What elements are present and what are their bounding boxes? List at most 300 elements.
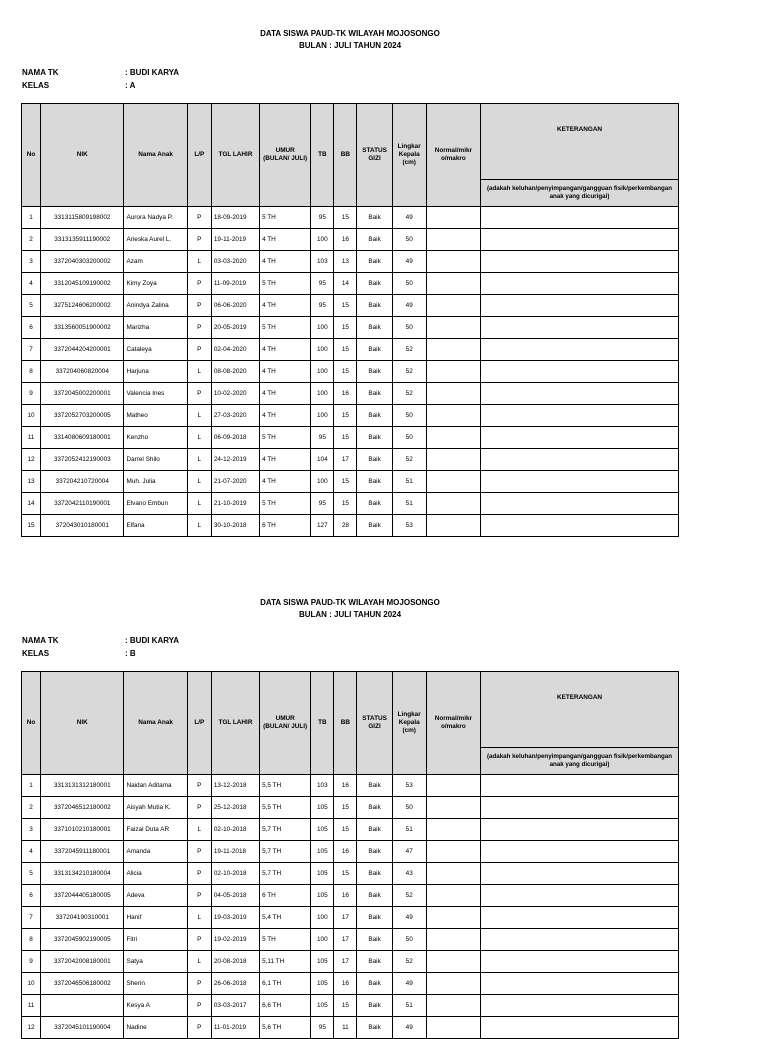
cell-umur: 6 TH (260, 885, 311, 907)
cell-ket (481, 775, 679, 797)
cell-tgl: 21-10-2019 (211, 493, 259, 515)
cell-lp: P (187, 841, 211, 863)
cell-umur: 6 TH (260, 515, 311, 537)
cell-lp: P (187, 929, 211, 951)
cell-ket (481, 863, 679, 885)
cell-nik: 3372052703200005 (41, 405, 124, 427)
cell-tb: 127 (311, 515, 334, 537)
cell-ket (481, 1017, 679, 1039)
header-nik: NIK (41, 672, 124, 775)
cell-lingkar: 50 (392, 317, 426, 339)
cell-nama: Muh. Julia (124, 471, 187, 493)
cell-ket (481, 797, 679, 819)
student-table-b (21, 671, 679, 1039)
cell-nik: 3372042008180001 (41, 951, 124, 973)
cell-nama: Kesya A (124, 995, 187, 1017)
cell-nik: 3313135911190002 (41, 229, 124, 251)
cell-umur: 5 TH (260, 493, 311, 515)
cell-lingkar: 53 (392, 775, 426, 797)
cell-ket (481, 405, 679, 427)
cell-nama: Alicia (124, 863, 187, 885)
cell-umur: 4 TH (260, 229, 311, 251)
cell-tgl: 19-11-2019 (211, 229, 259, 251)
cell-bb: 17 (334, 907, 357, 929)
cell-nik: 3313134210180004 (41, 863, 124, 885)
cell-tb: 105 (311, 863, 334, 885)
cell-ket (481, 819, 679, 841)
cell-tgl: 06-09-2018 (211, 427, 259, 449)
cell-no: 1 (22, 207, 41, 229)
cell-tb: 105 (311, 819, 334, 841)
cell-normal (426, 1017, 480, 1039)
section-b-subtitle: BULAN : JULI TAHUN 2024 (298, 610, 402, 619)
cell-lp: P (187, 339, 211, 361)
cell-lp: L (187, 493, 211, 515)
cell-status: Baik (357, 907, 392, 929)
cell-nik: 3372044204200001 (41, 339, 124, 361)
cell-nama: Kenzho (124, 427, 187, 449)
cell-tb: 105 (311, 995, 334, 1017)
cell-lp: P (187, 775, 211, 797)
cell-bb: 16 (334, 973, 357, 995)
table-row (22, 973, 679, 995)
cell-nama: Aurora Nadya P. (124, 207, 187, 229)
cell-umur: 4 TH (260, 405, 311, 427)
cell-no: 8 (22, 929, 41, 951)
cell-normal (426, 427, 480, 449)
cell-no: 3 (22, 251, 41, 273)
cell-umur: 4 TH (260, 383, 311, 405)
cell-lp: L (187, 449, 211, 471)
cell-umur: 5,7 TH (260, 841, 311, 863)
cell-normal (426, 493, 480, 515)
cell-nik: 3372052412190003 (41, 449, 124, 471)
header-nik: NIK (41, 104, 124, 207)
table-row (22, 493, 679, 515)
cell-ket (481, 951, 679, 973)
table-row (22, 295, 679, 317)
cell-nama: Matheo (124, 405, 187, 427)
cell-lingkar: 51 (392, 471, 426, 493)
cell-tgl: 03-03-2020 (211, 251, 259, 273)
cell-no: 2 (22, 797, 41, 819)
header-ket-sub: (adakah keluhan/penyimpangan/gangguan fisik/perkembangan anak yang dicurigai) (481, 180, 679, 207)
cell-lp: L (187, 951, 211, 973)
table-row (22, 427, 679, 449)
cell-lp: P (187, 295, 211, 317)
cell-tgl: 18-09-2019 (211, 207, 259, 229)
cell-lp: L (187, 471, 211, 493)
cell-nama: Adeva (124, 885, 187, 907)
cell-no: 7 (22, 339, 41, 361)
cell-nik: 3372045911180001 (41, 841, 124, 863)
cell-tb: 100 (311, 229, 334, 251)
cell-no: 13 (22, 471, 41, 493)
cell-lingkar: 50 (392, 405, 426, 427)
cell-tb: 105 (311, 951, 334, 973)
cell-nama: Kimy Zoya (124, 273, 187, 295)
cell-no: 5 (22, 863, 41, 885)
cell-status: Baik (357, 273, 392, 295)
cell-normal (426, 317, 480, 339)
cell-umur: 5 TH (260, 273, 311, 295)
cell-tb: 100 (311, 471, 334, 493)
cell-normal (426, 207, 480, 229)
cell-bb: 14 (334, 273, 357, 295)
cell-tgl: 03-03-2017 (211, 995, 259, 1017)
cell-nik: 3313560051900002 (41, 317, 124, 339)
cell-nik: 3314080609180001 (41, 427, 124, 449)
cell-status: Baik (357, 797, 392, 819)
cell-lp: P (187, 1017, 211, 1039)
cell-tgl: 08-08-2020 (211, 361, 259, 383)
cell-lp: P (187, 229, 211, 251)
cell-umur: 5,7 TH (260, 819, 311, 841)
cell-tb: 103 (311, 775, 334, 797)
cell-lingkar: 43 (392, 863, 426, 885)
table-row (22, 361, 679, 383)
cell-bb: 16 (334, 841, 357, 863)
cell-nama: Marizha (124, 317, 187, 339)
cell-umur: 4 TH (260, 295, 311, 317)
cell-bb: 15 (334, 471, 357, 493)
cell-tgl: 25-12-2018 (211, 797, 259, 819)
section-b-title: DATA SISWA PAUD-TK WILAYAH MOJOSONGO (260, 598, 440, 607)
cell-nik: 3372042110190001 (41, 493, 124, 515)
header-ket-sub: (adakah keluhan/penyimpangan/gangguan fisik/perkembangan anak yang dicurigai) (481, 748, 679, 775)
section-a-title: DATA SISWA PAUD-TK WILAYAH MOJOSONGO (260, 29, 440, 38)
cell-nik: 337204060820004 (41, 361, 124, 383)
cell-tb: 100 (311, 361, 334, 383)
meta-value: : B (125, 649, 136, 658)
cell-tb: 95 (311, 295, 334, 317)
cell-tb: 95 (311, 1017, 334, 1039)
cell-nama: Sherin (124, 973, 187, 995)
cell-nama: Anindya Zalina (124, 295, 187, 317)
cell-tgl: 19-03-2019 (211, 907, 259, 929)
cell-tb: 100 (311, 907, 334, 929)
cell-normal (426, 229, 480, 251)
cell-normal (426, 885, 480, 907)
cell-bb: 15 (334, 995, 357, 1017)
cell-umur: 5,5 TH (260, 797, 311, 819)
cell-lp: P (187, 973, 211, 995)
cell-umur: 4 TH (260, 471, 311, 493)
cell-normal (426, 339, 480, 361)
cell-lp: P (187, 797, 211, 819)
header-tb: TB (311, 104, 334, 207)
table-row (22, 1017, 679, 1039)
cell-bb: 13 (334, 251, 357, 273)
header-lingkar: Lingkar Kepala (cm) (392, 104, 426, 207)
cell-umur: 5,11 TH (260, 951, 311, 973)
table-row (22, 885, 679, 907)
cell-lingkar: 52 (392, 383, 426, 405)
table-row (22, 775, 679, 797)
cell-lp: L (187, 361, 211, 383)
table-row (22, 449, 679, 471)
cell-no: 3 (22, 819, 41, 841)
cell-bb: 28 (334, 515, 357, 537)
cell-status: Baik (357, 361, 392, 383)
cell-tgl: 10-02-2020 (211, 383, 259, 405)
cell-tb: 105 (311, 841, 334, 863)
cell-nama: Hanif (124, 907, 187, 929)
cell-umur: 4 TH (260, 251, 311, 273)
cell-nama: Valencia Ines (124, 383, 187, 405)
header-umur: UMUR (BULAN/ JULI) (260, 104, 311, 207)
cell-umur: 4 TH (260, 361, 311, 383)
cell-lingkar: 51 (392, 819, 426, 841)
cell-status: Baik (357, 995, 392, 1017)
header-umur: UMUR (BULAN/ JULI) (260, 672, 311, 775)
cell-lp: P (187, 207, 211, 229)
cell-nama: Faizal Duta AR (124, 819, 187, 841)
cell-lp: P (187, 383, 211, 405)
cell-normal (426, 929, 480, 951)
table-row (22, 951, 679, 973)
cell-ket (481, 427, 679, 449)
cell-lingkar: 52 (392, 449, 426, 471)
cell-tb: 100 (311, 929, 334, 951)
meta-key: NAMA TK (22, 68, 59, 77)
header-lp: L/P (187, 672, 211, 775)
cell-umur: 5,5 TH (260, 775, 311, 797)
cell-umur: 6,6 TH (260, 995, 311, 1017)
cell-bb: 16 (334, 383, 357, 405)
cell-tgl: 02-04-2020 (211, 339, 259, 361)
cell-tgl: 19-11-2018 (211, 841, 259, 863)
cell-ket (481, 273, 679, 295)
cell-tgl: 02-10-2018 (211, 863, 259, 885)
header-tgl: TGL LAHIR (211, 672, 259, 775)
section-b-meta (22, 634, 179, 660)
cell-status: Baik (357, 471, 392, 493)
cell-nama: Elfana (124, 515, 187, 537)
cell-bb: 15 (334, 207, 357, 229)
cell-no: 10 (22, 973, 41, 995)
cell-tb: 95 (311, 207, 334, 229)
cell-normal (426, 819, 480, 841)
cell-lingkar: 49 (392, 973, 426, 995)
cell-umur: 5,6 TH (260, 1017, 311, 1039)
cell-bb: 16 (334, 775, 357, 797)
cell-bb: 16 (334, 885, 357, 907)
cell-status: Baik (357, 405, 392, 427)
cell-tb: 103 (311, 251, 334, 273)
cell-bb: 17 (334, 951, 357, 973)
table-row (22, 929, 679, 951)
cell-tb: 95 (311, 493, 334, 515)
cell-normal (426, 383, 480, 405)
cell-nama: Nadine (124, 1017, 187, 1039)
table-row (22, 471, 679, 493)
cell-tgl: 21-07-2020 (211, 471, 259, 493)
table-row (22, 863, 679, 885)
cell-bb: 17 (334, 929, 357, 951)
cell-lp: P (187, 317, 211, 339)
cell-umur: 5 TH (260, 427, 311, 449)
cell-normal (426, 797, 480, 819)
header-no: No (22, 104, 41, 207)
header-nama: Nama Anak (124, 672, 187, 775)
cell-bb: 15 (334, 361, 357, 383)
cell-status: Baik (357, 819, 392, 841)
cell-normal (426, 775, 480, 797)
cell-no: 9 (22, 951, 41, 973)
cell-nik: 3372044405180005 (41, 885, 124, 907)
cell-no: 4 (22, 841, 41, 863)
cell-lingkar: 52 (392, 339, 426, 361)
cell-bb: 15 (334, 863, 357, 885)
table-row (22, 797, 679, 819)
table-row (22, 841, 679, 863)
cell-nik (41, 995, 124, 1017)
cell-ket (481, 251, 679, 273)
cell-lingkar: 47 (392, 841, 426, 863)
cell-no: 14 (22, 493, 41, 515)
cell-status: Baik (357, 929, 392, 951)
cell-status: Baik (357, 951, 392, 973)
cell-ket (481, 929, 679, 951)
cell-normal (426, 405, 480, 427)
cell-ket (481, 995, 679, 1017)
header-normal: Normal/mikr o/makro (426, 672, 480, 775)
cell-lp: P (187, 273, 211, 295)
cell-tb: 105 (311, 973, 334, 995)
cell-bb: 17 (334, 449, 357, 471)
cell-normal (426, 295, 480, 317)
header-normal: Normal/mikr o/makro (426, 104, 480, 207)
cell-umur: 4 TH (260, 339, 311, 361)
cell-nik: 3372045002200001 (41, 383, 124, 405)
cell-no: 6 (22, 317, 41, 339)
cell-tgl: 02-10-2018 (211, 819, 259, 841)
cell-normal (426, 273, 480, 295)
cell-ket (481, 907, 679, 929)
cell-status: Baik (357, 383, 392, 405)
cell-status: Baik (357, 449, 392, 471)
cell-nik: 3372045101190004 (41, 1017, 124, 1039)
cell-lp: L (187, 427, 211, 449)
cell-tgl: 20-05-2019 (211, 317, 259, 339)
cell-lingkar: 50 (392, 797, 426, 819)
cell-ket (481, 361, 679, 383)
cell-umur: 5,7 TH (260, 863, 311, 885)
cell-tgl: 30-10-2018 (211, 515, 259, 537)
cell-ket (481, 973, 679, 995)
meta-key: KELAS (22, 649, 50, 658)
cell-no: 11 (22, 995, 41, 1017)
cell-status: Baik (357, 493, 392, 515)
cell-lp: L (187, 405, 211, 427)
cell-no: 9 (22, 383, 41, 405)
cell-lingkar: 52 (392, 951, 426, 973)
cell-tb: 105 (311, 885, 334, 907)
header-status: STATUS GIZI (357, 104, 392, 207)
cell-normal (426, 863, 480, 885)
cell-lp: L (187, 907, 211, 929)
cell-tgl: 06-06-2020 (211, 295, 259, 317)
cell-status: Baik (357, 885, 392, 907)
cell-ket (481, 471, 679, 493)
table-row (22, 229, 679, 251)
cell-ket (481, 841, 679, 863)
cell-no: 4 (22, 273, 41, 295)
cell-nik: 3372046506180002 (41, 973, 124, 995)
cell-lingkar: 49 (392, 295, 426, 317)
cell-ket (481, 515, 679, 537)
cell-lp: P (187, 863, 211, 885)
cell-nik: 3313115809198002 (41, 207, 124, 229)
cell-lingkar: 52 (392, 361, 426, 383)
cell-tb: 100 (311, 383, 334, 405)
cell-no: 8 (22, 361, 41, 383)
cell-umur: 5 TH (260, 317, 311, 339)
table-row (22, 207, 679, 229)
header-tb: TB (311, 672, 334, 775)
cell-nama: Satya (124, 951, 187, 973)
cell-normal (426, 841, 480, 863)
cell-bb: 15 (334, 339, 357, 361)
cell-status: Baik (357, 251, 392, 273)
cell-tgl: 27-03-2020 (211, 405, 259, 427)
cell-nama: Darrel Shilo (124, 449, 187, 471)
table-row (22, 273, 679, 295)
cell-normal (426, 251, 480, 273)
cell-normal (426, 471, 480, 493)
cell-bb: 15 (334, 405, 357, 427)
cell-lingkar: 50 (392, 229, 426, 251)
cell-ket (481, 317, 679, 339)
cell-status: Baik (357, 207, 392, 229)
cell-lingkar: 51 (392, 493, 426, 515)
cell-lingkar: 52 (392, 885, 426, 907)
cell-ket (481, 295, 679, 317)
cell-ket (481, 449, 679, 471)
cell-tb: 105 (311, 797, 334, 819)
cell-tgl: 19-02-2019 (211, 929, 259, 951)
cell-nama: Elvano Embun (124, 493, 187, 515)
meta-key: KELAS (22, 81, 50, 90)
cell-status: Baik (357, 1017, 392, 1039)
cell-nik: 337204210720004 (41, 471, 124, 493)
cell-normal (426, 951, 480, 973)
cell-lp: P (187, 885, 211, 907)
cell-status: Baik (357, 427, 392, 449)
cell-nama: Cataleya (124, 339, 187, 361)
cell-bb: 15 (334, 797, 357, 819)
cell-status: Baik (357, 229, 392, 251)
cell-no: 11 (22, 427, 41, 449)
cell-bb: 15 (334, 295, 357, 317)
cell-status: Baik (357, 339, 392, 361)
cell-no: 12 (22, 449, 41, 471)
cell-nik: 3372045902190005 (41, 929, 124, 951)
cell-tb: 104 (311, 449, 334, 471)
cell-normal (426, 973, 480, 995)
cell-lp: L (187, 819, 211, 841)
table-row (22, 405, 679, 427)
cell-nik: 3313131312180001 (41, 775, 124, 797)
meta-value: : A (125, 81, 136, 90)
cell-nik: 337204190310001 (41, 907, 124, 929)
cell-umur: 5 TH (260, 207, 311, 229)
cell-no: 12 (22, 1017, 41, 1039)
cell-ket (481, 207, 679, 229)
cell-nama: Azam (124, 251, 187, 273)
cell-nama: Amanda (124, 841, 187, 863)
